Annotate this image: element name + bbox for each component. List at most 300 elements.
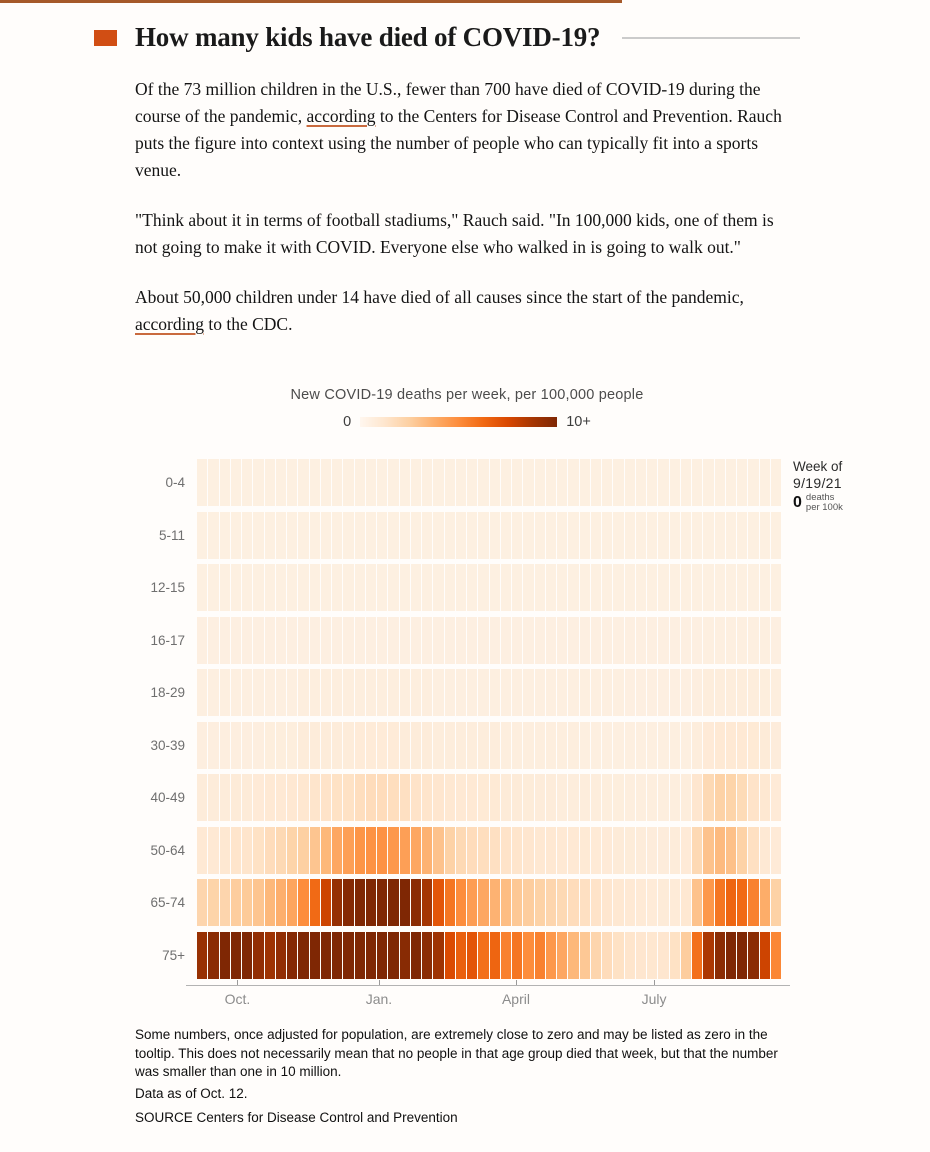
heatmap-cell[interactable] <box>613 669 623 716</box>
heatmap-cell[interactable] <box>220 669 230 716</box>
heatmap-cell[interactable] <box>265 879 275 926</box>
heatmap-cell[interactable] <box>321 512 331 559</box>
heatmap-cell[interactable] <box>422 564 432 611</box>
heatmap-cell[interactable] <box>625 512 635 559</box>
heatmap-cell[interactable] <box>456 669 466 716</box>
heatmap-cell[interactable] <box>748 774 758 821</box>
heatmap-cell[interactable] <box>332 774 342 821</box>
heatmap-cell[interactable] <box>580 932 590 979</box>
heatmap-cell[interactable] <box>411 617 421 664</box>
heatmap-cell[interactable] <box>681 669 691 716</box>
heatmap-cell[interactable] <box>715 512 725 559</box>
heatmap-cell[interactable] <box>253 932 263 979</box>
heatmap-cell[interactable] <box>546 774 556 821</box>
heatmap-cell[interactable] <box>400 564 410 611</box>
heatmap-cell[interactable] <box>220 459 230 506</box>
heatmap-cell[interactable] <box>512 722 522 769</box>
heatmap-cell[interactable] <box>445 669 455 716</box>
heatmap-cell[interactable] <box>355 617 365 664</box>
heatmap-cell[interactable] <box>197 669 207 716</box>
heatmap-cell[interactable] <box>366 827 376 874</box>
heatmap-cell[interactable] <box>400 827 410 874</box>
heatmap-cell[interactable] <box>692 722 702 769</box>
heatmap-cell[interactable] <box>535 459 545 506</box>
heatmap-cell[interactable] <box>535 512 545 559</box>
heatmap-cell[interactable] <box>703 774 713 821</box>
heatmap-cell[interactable] <box>658 932 668 979</box>
heatmap-cell[interactable] <box>332 932 342 979</box>
heatmap-cell[interactable] <box>490 617 500 664</box>
heatmap-cell[interactable] <box>377 827 387 874</box>
heatmap-cell[interactable] <box>535 879 545 926</box>
heatmap-cell[interactable] <box>310 932 320 979</box>
heatmap-cell[interactable] <box>591 932 601 979</box>
heatmap-cell[interactable] <box>726 459 736 506</box>
heatmap-cell[interactable] <box>478 827 488 874</box>
heatmap-cell[interactable] <box>287 617 297 664</box>
heatmap-cell[interactable] <box>366 722 376 769</box>
heatmap-cell[interactable] <box>343 512 353 559</box>
heatmap-cell[interactable] <box>681 932 691 979</box>
heatmap-cell[interactable] <box>310 827 320 874</box>
heatmap-cell[interactable] <box>501 879 511 926</box>
heatmap-cell[interactable] <box>332 722 342 769</box>
heatmap-cell[interactable] <box>321 459 331 506</box>
heatmap-cell[interactable] <box>703 827 713 874</box>
heatmap-cell[interactable] <box>636 512 646 559</box>
heatmap-cell[interactable] <box>377 722 387 769</box>
heatmap-cell[interactable] <box>726 827 736 874</box>
heatmap-cell[interactable] <box>456 459 466 506</box>
heatmap-cell[interactable] <box>197 617 207 664</box>
heatmap-cell[interactable] <box>242 669 252 716</box>
heatmap-cell[interactable] <box>242 827 252 874</box>
heatmap-cell[interactable] <box>220 564 230 611</box>
heatmap-cell[interactable] <box>265 512 275 559</box>
heatmap-cell[interactable] <box>546 669 556 716</box>
heatmap-cell[interactable] <box>310 774 320 821</box>
heatmap-cell[interactable] <box>332 459 342 506</box>
heatmap-cell[interactable] <box>557 617 567 664</box>
heatmap-cell[interactable] <box>737 512 747 559</box>
heatmap-cell[interactable] <box>647 774 657 821</box>
heatmap-cell[interactable] <box>253 722 263 769</box>
heatmap-cell[interactable] <box>523 564 533 611</box>
heatmap-cell[interactable] <box>636 827 646 874</box>
heatmap-cell[interactable] <box>253 512 263 559</box>
heatmap-cell[interactable] <box>253 774 263 821</box>
heatmap-cell[interactable] <box>388 722 398 769</box>
heatmap-cell[interactable] <box>658 564 668 611</box>
heatmap-cell[interactable] <box>737 932 747 979</box>
heatmap-cell[interactable] <box>287 932 297 979</box>
heatmap-cell[interactable] <box>433 722 443 769</box>
heatmap-cell[interactable] <box>388 617 398 664</box>
heatmap-cell[interactable] <box>490 669 500 716</box>
heatmap-cell[interactable] <box>343 774 353 821</box>
heatmap-cell[interactable] <box>737 459 747 506</box>
heatmap-cell[interactable] <box>602 617 612 664</box>
heatmap-cell[interactable] <box>512 774 522 821</box>
heatmap-cell[interactable] <box>557 512 567 559</box>
heatmap-cell[interactable] <box>445 459 455 506</box>
heatmap-cell[interactable] <box>478 617 488 664</box>
heatmap-cell[interactable] <box>478 459 488 506</box>
heatmap-cell[interactable] <box>276 512 286 559</box>
heatmap-cell[interactable] <box>366 564 376 611</box>
heatmap-cell[interactable] <box>400 879 410 926</box>
heatmap-cell[interactable] <box>220 512 230 559</box>
heatmap-cell[interactable] <box>490 774 500 821</box>
heatmap-cell[interactable] <box>580 459 590 506</box>
heatmap-cell[interactable] <box>692 827 702 874</box>
heatmap-cell[interactable] <box>388 774 398 821</box>
heatmap-cell[interactable] <box>726 774 736 821</box>
heatmap-cell[interactable] <box>231 669 241 716</box>
heatmap-cell[interactable] <box>355 879 365 926</box>
heatmap-cell[interactable] <box>636 932 646 979</box>
heatmap-cell[interactable] <box>445 879 455 926</box>
heatmap-cell[interactable] <box>523 512 533 559</box>
heatmap-cell[interactable] <box>310 617 320 664</box>
heatmap-cell[interactable] <box>355 932 365 979</box>
heatmap-cell[interactable] <box>748 564 758 611</box>
heatmap-cell[interactable] <box>422 879 432 926</box>
heatmap-cell[interactable] <box>568 774 578 821</box>
heatmap-cell[interactable] <box>197 774 207 821</box>
heatmap-cell[interactable] <box>568 564 578 611</box>
heatmap-cell[interactable] <box>771 459 781 506</box>
heatmap-cell[interactable] <box>715 774 725 821</box>
heatmap-cell[interactable] <box>456 617 466 664</box>
heatmap-cell[interactable] <box>400 669 410 716</box>
heatmap-cell[interactable] <box>625 827 635 874</box>
heatmap-cell[interactable] <box>580 512 590 559</box>
heatmap-cell[interactable] <box>681 879 691 926</box>
heatmap-cell[interactable] <box>748 932 758 979</box>
heatmap-cell[interactable] <box>771 564 781 611</box>
heatmap-cell[interactable] <box>602 512 612 559</box>
heatmap-cell[interactable] <box>298 459 308 506</box>
heatmap-row-cells[interactable] <box>197 669 781 716</box>
heatmap-cell[interactable] <box>366 932 376 979</box>
heatmap-cell[interactable] <box>557 879 567 926</box>
heatmap-cell[interactable] <box>501 932 511 979</box>
heatmap-cell[interactable] <box>411 932 421 979</box>
heatmap-cell[interactable] <box>208 459 218 506</box>
heatmap-cell[interactable] <box>535 722 545 769</box>
heatmap-cell[interactable] <box>467 879 477 926</box>
heatmap-cell[interactable] <box>366 669 376 716</box>
heatmap-cell[interactable] <box>726 617 736 664</box>
heatmap-cell[interactable] <box>467 512 477 559</box>
heatmap-cell[interactable] <box>242 932 252 979</box>
heatmap-cell[interactable] <box>377 774 387 821</box>
heatmap-cell[interactable] <box>321 879 331 926</box>
heatmap-cell[interactable] <box>321 722 331 769</box>
heatmap-cell[interactable] <box>253 564 263 611</box>
heatmap-cell[interactable] <box>726 879 736 926</box>
heatmap-cell[interactable] <box>636 774 646 821</box>
heatmap-cell[interactable] <box>748 459 758 506</box>
heatmap-cell[interactable] <box>658 669 668 716</box>
heatmap-cell[interactable] <box>343 459 353 506</box>
heatmap-cell[interactable] <box>433 512 443 559</box>
heatmap-cell[interactable] <box>321 617 331 664</box>
heatmap-cell[interactable] <box>445 932 455 979</box>
heatmap-cell[interactable] <box>535 617 545 664</box>
heatmap-cell[interactable] <box>568 512 578 559</box>
heatmap-row-cells[interactable] <box>197 564 781 611</box>
heatmap-cell[interactable] <box>208 722 218 769</box>
heatmap-cell[interactable] <box>670 459 680 506</box>
heatmap-row-cells[interactable] <box>197 879 781 926</box>
heatmap-cell[interactable] <box>771 512 781 559</box>
heatmap-cell[interactable] <box>253 879 263 926</box>
heatmap-cell[interactable] <box>715 564 725 611</box>
heatmap-cell[interactable] <box>512 879 522 926</box>
heatmap-cell[interactable] <box>490 564 500 611</box>
heatmap-cell[interactable] <box>501 669 511 716</box>
heatmap-cell[interactable] <box>400 774 410 821</box>
heatmap-cell[interactable] <box>253 459 263 506</box>
heatmap-cell[interactable] <box>490 932 500 979</box>
heatmap-cell[interactable] <box>501 774 511 821</box>
heatmap-cell[interactable] <box>433 879 443 926</box>
heatmap-cell[interactable] <box>310 564 320 611</box>
heatmap-cell[interactable] <box>613 564 623 611</box>
heatmap-cell[interactable] <box>748 827 758 874</box>
heatmap-cell[interactable] <box>445 722 455 769</box>
heatmap-cell[interactable] <box>208 932 218 979</box>
heatmap-cell[interactable] <box>580 774 590 821</box>
heatmap-cell[interactable] <box>625 459 635 506</box>
heatmap-cell[interactable] <box>490 459 500 506</box>
heatmap-cell[interactable] <box>490 512 500 559</box>
heatmap-cell[interactable] <box>760 512 770 559</box>
heatmap-cell[interactable] <box>546 722 556 769</box>
heatmap-cell[interactable] <box>681 827 691 874</box>
heatmap-cell[interactable] <box>670 669 680 716</box>
heatmap-cell[interactable] <box>771 774 781 821</box>
heatmap-cell[interactable] <box>321 669 331 716</box>
heatmap-cell[interactable] <box>568 827 578 874</box>
heatmap-cell[interactable] <box>208 512 218 559</box>
heatmap-cell[interactable] <box>647 827 657 874</box>
heatmap-cell[interactable] <box>411 512 421 559</box>
heatmap-cell[interactable] <box>737 617 747 664</box>
heatmap-cell[interactable] <box>287 512 297 559</box>
heatmap-cell[interactable] <box>602 932 612 979</box>
heatmap-cell[interactable] <box>208 564 218 611</box>
heatmap-cell[interactable] <box>321 774 331 821</box>
heatmap-cell[interactable] <box>411 879 421 926</box>
heatmap-cell[interactable] <box>602 459 612 506</box>
heatmap-cell[interactable] <box>467 827 477 874</box>
heatmap-cell[interactable] <box>478 722 488 769</box>
heatmap-cell[interactable] <box>310 459 320 506</box>
heatmap-cell[interactable] <box>591 879 601 926</box>
heatmap-cell[interactable] <box>490 879 500 926</box>
heatmap-cell[interactable] <box>748 722 758 769</box>
heatmap-cell[interactable] <box>658 879 668 926</box>
heatmap-cell[interactable] <box>467 617 477 664</box>
heatmap-cell[interactable] <box>715 932 725 979</box>
heatmap-cell[interactable] <box>287 774 297 821</box>
heatmap-cell[interactable] <box>726 564 736 611</box>
heatmap-cell[interactable] <box>670 774 680 821</box>
heatmap-cell[interactable] <box>400 617 410 664</box>
heatmap-cell[interactable] <box>343 879 353 926</box>
heatmap-cell[interactable] <box>625 879 635 926</box>
heatmap-cell[interactable] <box>523 617 533 664</box>
heatmap-cell[interactable] <box>557 722 567 769</box>
heatmap-cell[interactable] <box>366 617 376 664</box>
heatmap-cell[interactable] <box>512 617 522 664</box>
heatmap-cell[interactable] <box>580 669 590 716</box>
heatmap-cell[interactable] <box>613 512 623 559</box>
heatmap-cell[interactable] <box>737 879 747 926</box>
heatmap-cell[interactable] <box>310 669 320 716</box>
heatmap-cell[interactable] <box>658 774 668 821</box>
heatmap-cell[interactable] <box>220 722 230 769</box>
heatmap-cell[interactable] <box>703 617 713 664</box>
heatmap-cell[interactable] <box>602 669 612 716</box>
heatmap-cell[interactable] <box>276 459 286 506</box>
heatmap-cell[interactable] <box>388 932 398 979</box>
heatmap-cell[interactable] <box>557 459 567 506</box>
heatmap-cell[interactable] <box>670 512 680 559</box>
heatmap-cell[interactable] <box>355 827 365 874</box>
heatmap-cell[interactable] <box>512 932 522 979</box>
heatmap-cell[interactable] <box>647 512 657 559</box>
heatmap-cell[interactable] <box>557 932 567 979</box>
heatmap-cell[interactable] <box>422 512 432 559</box>
heatmap-cell[interactable] <box>265 827 275 874</box>
heatmap-cell[interactable] <box>377 459 387 506</box>
heatmap-cell[interactable] <box>760 774 770 821</box>
heatmap-cell[interactable] <box>692 669 702 716</box>
heatmap-cell[interactable] <box>321 932 331 979</box>
heatmap-cell[interactable] <box>625 774 635 821</box>
heatmap-cell[interactable] <box>568 722 578 769</box>
heatmap-cell[interactable] <box>625 669 635 716</box>
heatmap-cell[interactable] <box>388 512 398 559</box>
heatmap-cell[interactable] <box>433 459 443 506</box>
heatmap-cell[interactable] <box>726 932 736 979</box>
heatmap-cell[interactable] <box>220 617 230 664</box>
heatmap-cell[interactable] <box>681 774 691 821</box>
heatmap-cell[interactable] <box>692 879 702 926</box>
heatmap-cell[interactable] <box>276 617 286 664</box>
heatmap-cell[interactable] <box>591 827 601 874</box>
heatmap-cell[interactable] <box>580 564 590 611</box>
heatmap-cell[interactable] <box>658 617 668 664</box>
heatmap-cell[interactable] <box>400 932 410 979</box>
heatmap-cell[interactable] <box>535 669 545 716</box>
heatmap-cell[interactable] <box>760 459 770 506</box>
heatmap-cell[interactable] <box>771 669 781 716</box>
heatmap-cell[interactable] <box>490 722 500 769</box>
heatmap-cell[interactable] <box>343 722 353 769</box>
heatmap-cell[interactable] <box>681 722 691 769</box>
heatmap-cell[interactable] <box>546 827 556 874</box>
heatmap-cell[interactable] <box>478 879 488 926</box>
heatmap-cell[interactable] <box>546 459 556 506</box>
heatmap-cell[interactable] <box>490 827 500 874</box>
heatmap-cell[interactable] <box>625 564 635 611</box>
heatmap-cell[interactable] <box>208 669 218 716</box>
heatmap-cell[interactable] <box>748 617 758 664</box>
heatmap-cell[interactable] <box>591 512 601 559</box>
heatmap-cell[interactable] <box>467 669 477 716</box>
heatmap-cell[interactable] <box>220 827 230 874</box>
heatmap-cell[interactable] <box>276 669 286 716</box>
heatmap-cell[interactable] <box>332 512 342 559</box>
heatmap-row-cells[interactable] <box>197 617 781 664</box>
heatmap-cell[interactable] <box>287 669 297 716</box>
heatmap-cell[interactable] <box>467 564 477 611</box>
heatmap-cell[interactable] <box>568 459 578 506</box>
heatmap-cell[interactable] <box>366 459 376 506</box>
heatmap-cell[interactable] <box>748 512 758 559</box>
heatmap-cell[interactable] <box>478 774 488 821</box>
heatmap-cell[interactable] <box>636 669 646 716</box>
heatmap-row-cells[interactable] <box>197 932 781 979</box>
heatmap-cell[interactable] <box>658 722 668 769</box>
heatmap-cell[interactable] <box>523 459 533 506</box>
heatmap-cell[interactable] <box>265 564 275 611</box>
heatmap-cell[interactable] <box>445 617 455 664</box>
heatmap-cell[interactable] <box>456 512 466 559</box>
heatmap-cell[interactable] <box>703 879 713 926</box>
heatmap-cell[interactable] <box>287 879 297 926</box>
heatmap-cell[interactable] <box>433 774 443 821</box>
heatmap-cell[interactable] <box>265 722 275 769</box>
heatmap-cell[interactable] <box>265 669 275 716</box>
heatmap-cell[interactable] <box>242 459 252 506</box>
heatmap-cell[interactable] <box>276 774 286 821</box>
heatmap-cell[interactable] <box>692 617 702 664</box>
heatmap-cell[interactable] <box>276 722 286 769</box>
heatmap-cell[interactable] <box>388 564 398 611</box>
heatmap-cell[interactable] <box>411 459 421 506</box>
heatmap-cell[interactable] <box>388 879 398 926</box>
heatmap-cell[interactable] <box>591 722 601 769</box>
heatmap-cell[interactable] <box>681 617 691 664</box>
heatmap-cell[interactable] <box>501 459 511 506</box>
heatmap-cell[interactable] <box>242 617 252 664</box>
heatmap-cell[interactable] <box>208 617 218 664</box>
heatmap-cell[interactable] <box>242 512 252 559</box>
heatmap-cell[interactable] <box>467 774 477 821</box>
heatmap-cell[interactable] <box>748 669 758 716</box>
heatmap-cell[interactable] <box>276 827 286 874</box>
heatmap-cell[interactable] <box>523 669 533 716</box>
heatmap-cell[interactable] <box>355 669 365 716</box>
heatmap-cell[interactable] <box>445 512 455 559</box>
heatmap-cell[interactable] <box>546 932 556 979</box>
heatmap-cell[interactable] <box>613 774 623 821</box>
heatmap-cell[interactable] <box>242 722 252 769</box>
heatmap-cell[interactable] <box>670 879 680 926</box>
heatmap-row-cells[interactable] <box>197 512 781 559</box>
heatmap-cell[interactable] <box>523 774 533 821</box>
heatmap-cell[interactable] <box>422 932 432 979</box>
heatmap-cell[interactable] <box>670 932 680 979</box>
heatmap-cell[interactable] <box>343 932 353 979</box>
heatmap[interactable] <box>135 459 799 979</box>
